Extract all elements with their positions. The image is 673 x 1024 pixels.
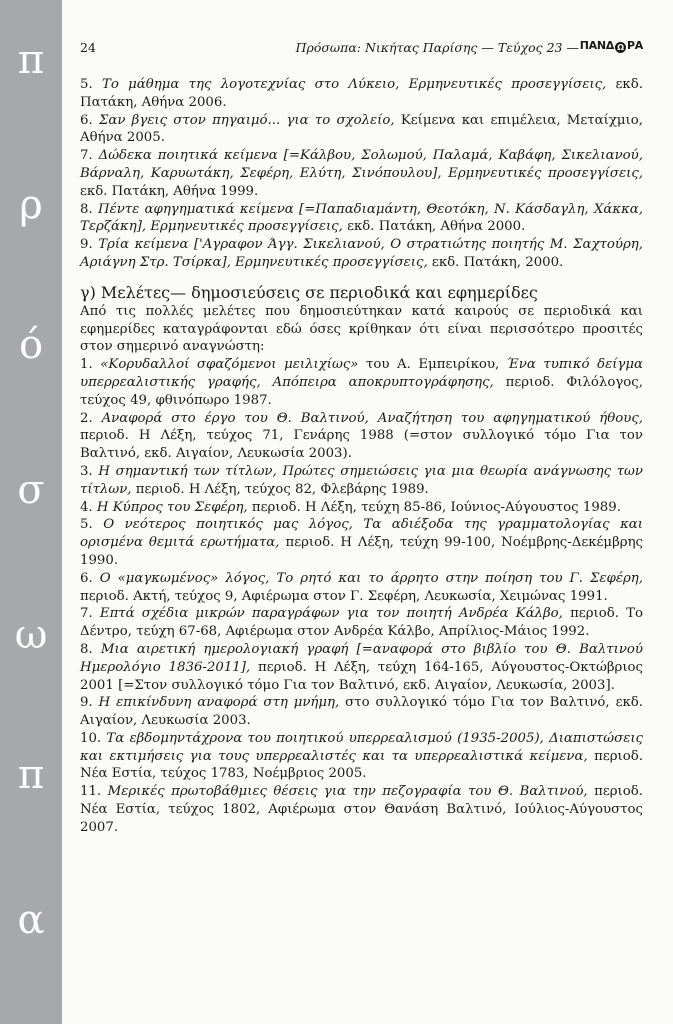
list-item: 5. Ο νεότερος ποιητικός μας λόγος, Τα αδιέξοδα της γραμματολογίας και ορισμένα θεμιτά ερωτήματα, περιοδ. Η Λέξη, τεύχη 99-100, Νοέμβρης-Δεκέμβρης 1990.	[80, 517, 643, 568]
list-item: 7. Δώδεκα ποιητικά κείμενα [=Κάλβου, Σολωμού, Παλαμά, Καβάφη, Σικελιανού, Βάρναλη, Καρυωτάκη, Σεφέρη, Ελύτη, Σινόπουλου], Ερμηνευτικές προσεγγίσεις, εκδ. Πατάκη, Αθήνα 1999.	[80, 148, 643, 199]
side-letter: π	[17, 752, 45, 798]
list-item: 3. Η σημαντική των τίτλων, Πρώτες σημειώσεις για μια θεωρία ανάγνωσης των τίτλων, περιοδ. Η Λέξη, τεύχος 82, Φλεβάρης 1989.	[80, 463, 643, 497]
issue-number: Τεύχος 23	[497, 40, 563, 55]
list-item: 10. Τα εβδομηντάχρονα του ποιητικού υπερρεαλισμού (1935-2005), Διαπιστώσεις και εκτιμήσεις για τους υπερρεαλιστές και τα υπερρεαλιστικά κείμενα, περιοδ. Νέα Εστία, τεύχος 1783, Νοέμβριος 2005.	[80, 730, 644, 782]
section-heading: γ) Μελέτες— δημοσιεύσεις σε περιοδικά και εφημερίδες	[80, 282, 538, 302]
list-item: 5. Το μάθημα της λογοτεχνίας στο Λύκειο, Ερμηνευτικές προσεγγίσεις, εκδ. Πατάκη, Αθήνα 2006.	[80, 77, 643, 110]
list-item: 9. Η επικίνδυνη αναφορά στη μνήμη, στο συλλογικό τόμο Για τον Βαλτινό, εκδ. Αιγαίον, Λευκωσία 2003.	[80, 695, 644, 729]
separator-dash: —	[566, 40, 579, 55]
side-letter: ω	[14, 612, 48, 658]
list-item: 8. Πέντε αφηγηματικά κείμενα [=Παπαδιαμάντη, Θεοτόκη, Ν. Κάσδαγλη, Χάκκα, Τερζάκη], Ερμηνευτικές προσεγγίσεις, εκδ. Πατάκη, Αθήνα 2000.	[80, 201, 644, 235]
separator-dash: —	[481, 40, 494, 55]
side-letter: ρ	[19, 182, 43, 228]
page-header	[80, 38, 643, 58]
list-item: 9. Τρία κείμενα ['Αγραφον Άγγ. Σικελιανού, Ο στρατιώτης ποιητής Μ. Σαχτούρη, Αριάγνη Στρ. Τσίρκα], Ερμηνευτικές προσεγγίσεις, εκδ. Πατάκη, 2000.	[80, 237, 643, 270]
side-letter: π	[17, 37, 45, 83]
magazine-logo	[580, 39, 643, 53]
list-item: 8. Μια αιρετική ημερολογιακή γραφή [=αναφορά στο βιβλίο του Θ. Βαλτινού Ημερολόγιο 1836-2011], περιοδ. Η Λέξη, τεύχη 164-165, Αύγουστος-Οκτώβριος 2001 [=Στον συλλογικό τόμο Για τον Βαλτινό, εκδ. Αιγαίον, Λευκωσία, 2003].	[80, 641, 644, 693]
logo-text: ΠΑΝΔ	[579, 39, 615, 52]
side-letter: ό	[18, 322, 44, 368]
side-letter: α	[17, 897, 45, 943]
list-item: 6. Σαν βγεις στον πηγαιμό... για το σχολείο, Κείμενα και επιμέλεια, Μεταίχμιο, Αθήνα 2005.	[80, 112, 643, 146]
studies-list	[80, 356, 643, 837]
list-item: 11. Μερικές πρωτοβάθμιες θέσεις για την πεζογραφία του Θ. Βαλτινού, περιοδ. Νέα Εστία, τεύχος 1802, Αφιέρωμα στον Θανάση Βαλτινό, Ιούλιος-Αύγουστος 2007.	[80, 784, 644, 835]
running-title-text: Πρόσωπα: Νικήτας Παρίσης	[295, 40, 478, 55]
side-decorative-bar	[0, 0, 62, 1024]
list-item: 4. Η Κύπρος του Σεφέρη, περιοδ. Η Λέξη, τεύχη 85-86, Ιούνιος-Αύγουστος 1989.	[80, 499, 621, 515]
list-item: 6. Ο «μαγκωμένος» λόγος, Το ρητό και το άρρητο στην ποίηση του Γ. Σεφέρη, περιοδ. Ακτή, τεύχος 9, Αφιέρωμα στον Γ. Σεφέρη, Λευκωσία, Χειμώνας 1991.	[80, 570, 643, 604]
section-intro: Από τις πολλές μελέτες που δημοσιεύτηκαν κατά καιρούς σε περιοδικά και εφημερίδες καταγράφονται εδώ όσες κρίθηκαν ότι είναι περισσότερο προσιτές στον σημερινό αναγνώστη:	[80, 303, 643, 355]
list-item: 1. «Κορυδαλλοί σφαζόμενοι μειλιχίως» του Α. Εμπειρίκου, Ένα τυπικό δείγμα υπερρεαλιστικής γραφής, Απόπειρα αποκρυπτογράφησης, περιοδ. Φιλόλογος, τεύχος 49, φθινόπωρο 1987.	[80, 357, 643, 408]
running-title	[296, 40, 579, 55]
works-list	[80, 76, 643, 272]
article-body	[80, 76, 643, 837]
list-item: 2. Αναφορά στο έργο του Θ. Βαλτινού, Αναζήτηση του αφηγηματικού ήθους, περιοδ. Η Λέξη, τεύχος 71, Γενάρης 1988 (=στον συλλογικό τόμο Για τον Βαλτινό, εκδ. Αιγαίον, Λευκωσία 2003).	[80, 410, 643, 462]
list-item: 7. Επτά σχέδια μικρών παραγράφων για τον ποιητή Ανδρέα Κάλβο, περιοδ. Το Δέντρο, τεύχη 67-68, Αφιέρωμα στον Ανδρέα Κάλβο, Απρίλιος-Μάιος 1992.	[80, 606, 643, 640]
side-letter: σ	[17, 467, 45, 513]
logo-omega: Ω	[615, 42, 626, 53]
logo-text: ΡΑ	[627, 39, 643, 52]
page-number: 24	[80, 40, 96, 55]
